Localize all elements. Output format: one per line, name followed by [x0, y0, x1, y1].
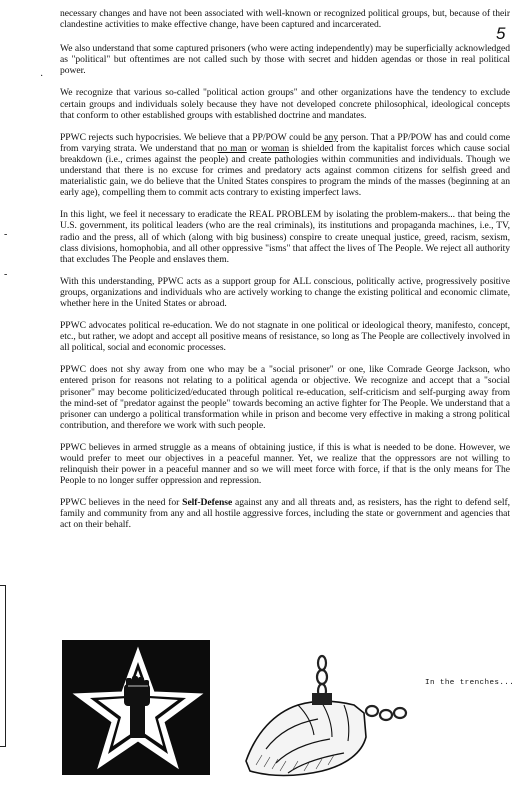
text-run: is shielded from the kapitalist forces which cause social breakdown (i.e., crimes against the people) and create pathologies within communities and individuals. Though we understand that there is no excuse for crimes and predatory acts against common citizens for selfish greed and materialistic gain, we do believe that the United States conspires to program the minds of the masses (beginning at an early age), compelling them to commit acts contrary to existing imperfect laws. [60, 142, 510, 199]
paragraph-9: PPWC believes in armed struggle as a means of obtaining justice, if this is what is needed to be done. However, we would prefer to meet our objectives in a peaceful manner. Yet, we realize that the oppressors are not willing to relinquish their power in a peaceful manner and so we will meet force with force, if that is the only means for The People to no longer suffer oppression and repression. [60, 441, 510, 487]
chained-fist-illustration [226, 653, 426, 783]
text-run: person. That a PP/POW has and could come from varying strata. We understand that [60, 131, 510, 154]
bold-text: Self-Defense [182, 497, 233, 509]
body-text [60, 8, 510, 542]
paragraph-3: We recognize that various so-called "political action groups" and other organizations have the tendency to exclude certain groups and individuals solely because they have not developed concrete philosophical, ideological concepts that conform to other established groups with established doctrine and mandates. [60, 87, 510, 121]
paragraph-8: PPWC does not shy away from one who may be a "social prisoner" or one, like Comrade George Jackson, who entered prison for reasons not relating to a political agenda or objective. We recognize and accept that a "social prisoner" may become politicized/educated through political re-education, self-criticism and self-purging away from the mind-set of "predator against the people" towards becoming an active fighter for The People. We understand that a prisoner can undergo a political transformation while in prison and become very effective in making a strong political contribution, and therefore we work with such people. [60, 364, 510, 431]
paragraph-6: With this understanding, PPWC acts as a support group for ALL conscious, politically active, progressively positive groups, organizations and individuals who are actively working to change the existing political and economic climate, whether here in the United States or abroad. [60, 275, 510, 309]
text-run: PPWC believes in the need for [60, 497, 183, 509]
underlined-text: any [324, 131, 338, 143]
paragraph-7: PPWC advocates political re-education. We do not stagnate in one political or ideological theory, manifesto, concept, etc., but rather, we adopt and accept all positive means of resistance, so long as The People are collectively involved in all political, social and economic processes. [60, 320, 510, 354]
paragraph-4 [60, 132, 510, 199]
text-run: PPWC rejects such hypocrisies. We believe that a PP/POW could be [60, 131, 325, 143]
text-run: or [246, 142, 262, 154]
star-fist-emblem [62, 640, 210, 775]
text-run: against any and all threats and, as resisters, has the right to defend self, family and community from any and all hostile aggressive forces, including the state or government and agencies that act on their behalf. [60, 497, 510, 531]
paragraph-1: necessary changes and have not been associated with well-known or recognized political groups, but, because of their clandestine activities to make effective change, have been captured and incarcerated. [60, 8, 510, 31]
margin-mark: · [40, 71, 44, 82]
margin-bracket [0, 585, 6, 747]
paragraph-10 [60, 497, 510, 530]
page-number: 5 [496, 24, 506, 43]
illustration-caption: In the trenches... [425, 679, 515, 687]
margin-mark: - [4, 269, 8, 280]
fist-chain-icon [226, 653, 426, 783]
underlined-text: no man [217, 142, 247, 154]
underlined-text: woman [261, 142, 290, 154]
paragraph-2: We also understand that some captured prisoners (who were acting independently) may be superficially acknowledged as "political" but oftentimes are not called such by those with secret and hidden agendas or those in real political power. [60, 43, 510, 77]
paragraph-5: In this light, we feel it necessary to eradicate the REAL PROBLEM by isolating the problem-makers... that being the U.S. government, its political leaders (who are the real criminals), its institutions and propaganda machines, i.e., TV, radio and the press, all of which (along with big business) conspire to create unequal justice, greed, racism, sexism, class divisions, homophobia, and all other oppressive "isms" that affect the lives of The People. We reject all authority that excludes The People and enslaves them. [60, 209, 510, 265]
margin-mark: - [4, 229, 8, 240]
star-icon [62, 640, 210, 775]
